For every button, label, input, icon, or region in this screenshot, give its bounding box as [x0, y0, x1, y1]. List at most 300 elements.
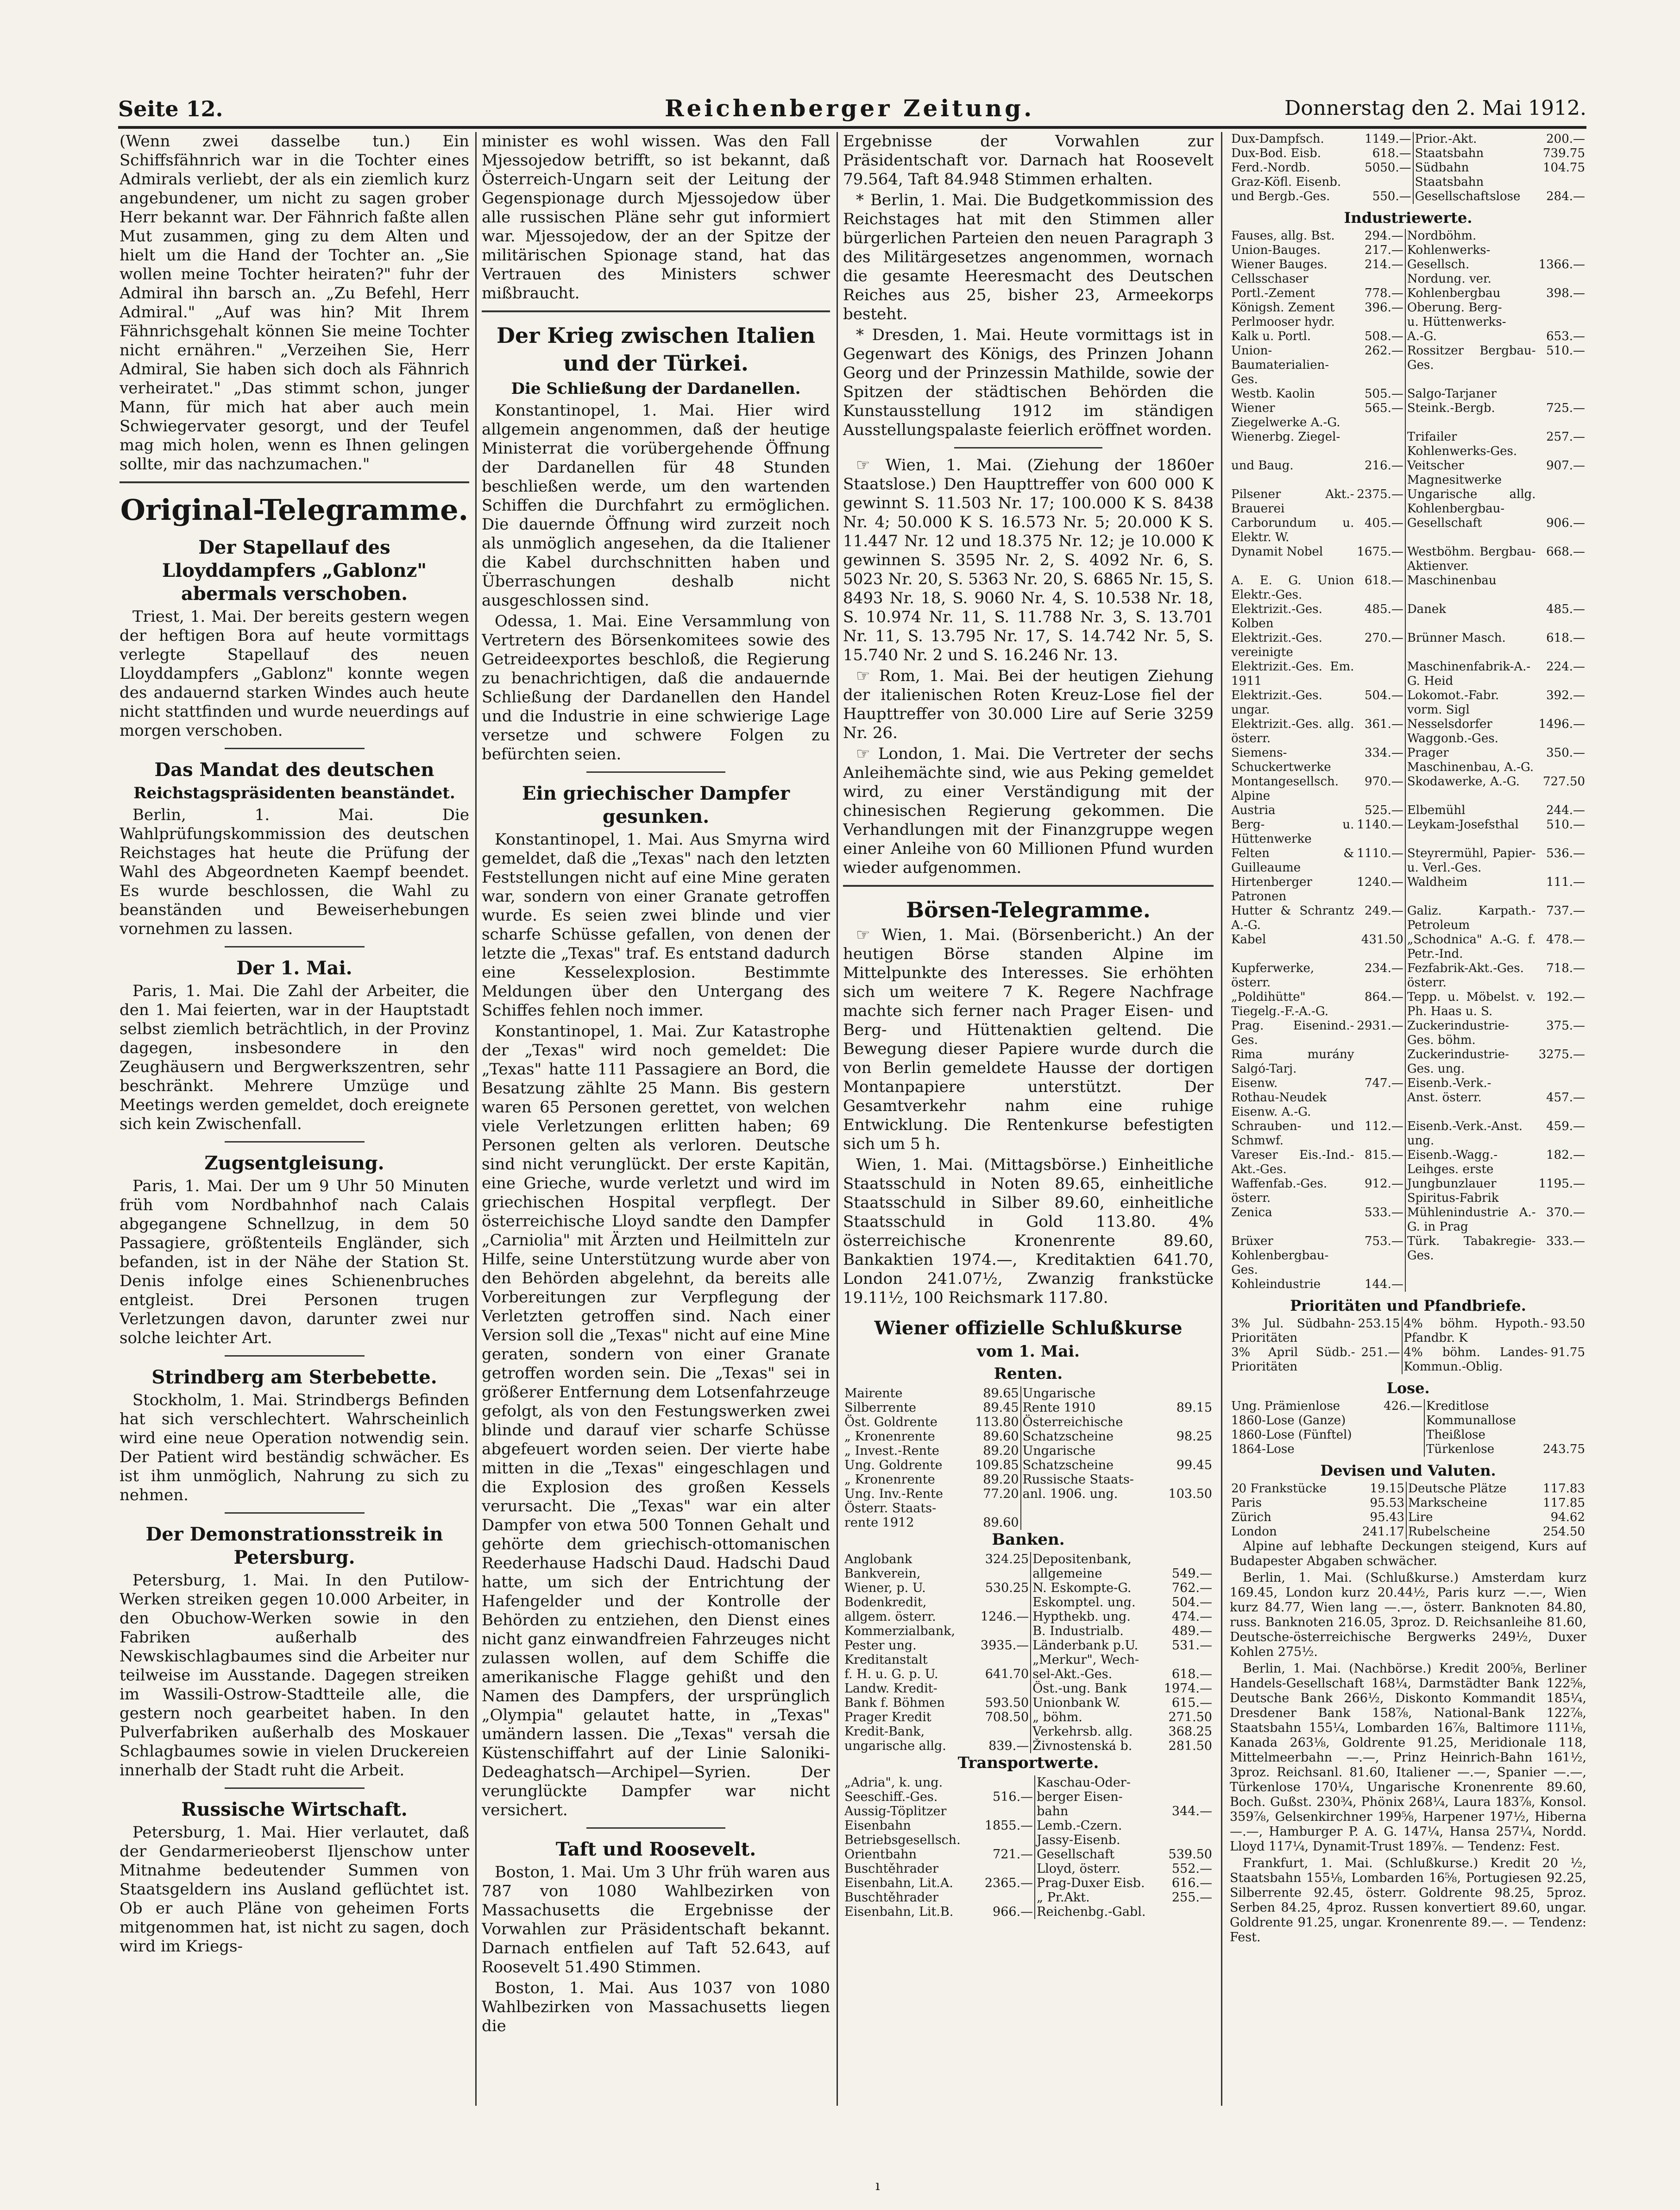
quote-value: [1161, 1905, 1214, 1919]
section-rule: [482, 310, 830, 312]
quote-name: und Bergb.-Ges.: [1231, 189, 1330, 203]
quote-value: 489.—: [1171, 1624, 1212, 1638]
quote-value: 1140.—: [1357, 818, 1403, 832]
quote-name: und Baug.: [1231, 459, 1294, 473]
column-rule: [1221, 132, 1222, 2106]
quote-name: anl. 1906. ung.: [1021, 1487, 1158, 1501]
quote-value: 505.—: [1364, 387, 1403, 401]
quote-value: 485.—: [1364, 602, 1403, 616]
quote-value: 1366.—: [1538, 258, 1585, 272]
quote-value: [972, 1681, 1031, 1696]
quote-value: [1357, 175, 1413, 189]
quote-value: [972, 1624, 1031, 1638]
quote-value: [977, 1804, 1035, 1819]
quote-name: Kaschau-Oder-: [1035, 1775, 1161, 1790]
quote-name: Theißlose: [1424, 1428, 1534, 1442]
quote-name: allgemeine: [1031, 1566, 1155, 1581]
quote-name: Westb. Kaolin: [1231, 387, 1315, 401]
quote-name: Zenica: [1231, 1206, 1272, 1219]
quote-row: [1230, 430, 1586, 459]
quote-name: Gesellsch.: [1405, 258, 1537, 272]
quote-value: [1355, 430, 1405, 459]
quote-name: Berg- u. Hüttenwerke: [1231, 818, 1354, 846]
quote-name: Eisenbahn, Lit.A.: [844, 1876, 953, 1890]
quote-row: [843, 1638, 1214, 1653]
quote-row: [1230, 803, 1586, 818]
quote-value: 117.83: [1543, 1482, 1585, 1496]
quote-value: [964, 1501, 1020, 1515]
quote-name: Öst.-ung. Bank: [1031, 1681, 1155, 1696]
quote-row: [1230, 1428, 1586, 1442]
article-text: ☞ London, 1. Mai. Die Vertreter der sechs Anleihemächte sind, wie aus Peking gemeldet wird, zu einer Verständigung mit der chinesischen Regierung gekommen. Die Verhandlungen mit der Finanzgruppe wegen einer Anleihe von 60 Millionen Pfund wurden wieder aufgenommen.: [843, 745, 1214, 877]
quote-value: 485.—: [1546, 602, 1585, 616]
quote-value: [977, 1890, 1035, 1905]
quote-value: 294.—: [1364, 229, 1403, 243]
article-rule: [225, 1141, 365, 1143]
quote-value: 708.50: [985, 1710, 1029, 1724]
quote-name: Bank f. Böhmen: [844, 1696, 945, 1710]
quote-name: 20 Frankstücke: [1231, 1482, 1327, 1496]
quote-row: [1230, 904, 1586, 933]
quote-name: Nordböhm.: [1405, 229, 1537, 243]
market-report: Berlin, 1. Mai. (Nachbörse.) Kredit 200⅝, Berliner Handels-Gesellschaft 168¼, Darmstädter Bank 122⅝, Deutsche Bank 266½, Diskonto Kommandit 185¼, Dresdener Bank 158⅞, National-Bank 122⅞, Staatsbahn 155¼, Lombarden 16⅞, Baltimore 111⅛, Kanada 263⅛, Goldrente 91.25, Meridionale 118, Mittelmeerbahn —.—, Prinz Heinrich-Bahn 161½, 3proz. Reichsanl. 81.60, Italiener —.—, Spanier —.—, Türkenlose 170¼, Ungarische Kronenrente 89.60, Boch. Gußst. 230¾, Phönix 268¼, Laura 183⅞, Konsol. 359⅞, Gelsenkirchner 199⅝, Harpener 197½, Hiberna —.—, Hamburger P. A. G. 147¼, Hansa 257¼, Nordd. Lloyd 117¼, Dynamit-Trust 189⅞. — Tendenz: Fest.: [1230, 1661, 1586, 1854]
quote-value: [1537, 301, 1586, 315]
quote-value: 641.70: [985, 1667, 1029, 1681]
quote-row: [843, 1847, 1214, 1862]
quote-name: Fauses, allg. Bst.: [1231, 229, 1335, 243]
article-text: Petersburg, 1. Mai. Hier verlautet, daß der Gendarmerieoberst Iljenschow unter Mitnahme bedeutender Summen von Staatsgeldern ins Ausland geflüchtet ist. Ob er auch Pläne von geheimen Forts mitgenommen hat, ist nicht zu sagen, doch wird im Kriegs-: [120, 1823, 469, 1956]
quote-row: [1230, 961, 1586, 990]
quote-value: 93.50: [1550, 1317, 1585, 1331]
quote-row: [1230, 1525, 1586, 1539]
quote-value: 243.75: [1543, 1442, 1585, 1456]
quote-name: Waldheim: [1405, 875, 1537, 904]
quotes-table-transport: [843, 1775, 1214, 1919]
article-headline: Strindberg am Sterbebette.: [151, 1366, 437, 1388]
article-text: ☞ Wien, 1. Mai. (Ziehung der 1860er Staatslose.) Den Haupttreffer von 600 000 K gewinnt S. 11.503 Nr. 17; 100.000 K S. 8438 Nr. 4; 50.000 K S. 16.573 Nr. 5; 20.000 K S. 11.447 Nr. 12 und 18.375 Nr. 12; je 10.000 K gewinnen S. 3595 Nr. 2, S. 4092 Nr. 6, S. 5023 Nr. 20, S. 5363 Nr. 20, S. 6865 Nr. 15, S. 8493 Nr. 18, S. 9060 Nr. 4, S. 10.538 Nr. 18, S. 10.974 Nr. 11, S. 11.788 Nr. 3, S. 13.701 Nr. 11, S. 13.795 Nr. 17, S. 14.742 Nr. 5, S. 15.740 Nr. 2 und S. 16.246 Nr. 13.: [843, 456, 1214, 664]
quote-name: Maschinenbau: [1405, 574, 1537, 602]
quote-row: [1230, 344, 1586, 387]
quote-name: Staatsbahn: [1413, 175, 1536, 189]
quote-name: Veitscher Magnesitwerke: [1405, 459, 1537, 487]
quote-value: 249.—: [1364, 904, 1403, 918]
quote-value: [1355, 660, 1405, 688]
quote-value: 1240.—: [1357, 875, 1403, 889]
quote-row: [843, 1444, 1214, 1458]
quote-row: [843, 1610, 1214, 1624]
quote-name: bahn: [1035, 1804, 1161, 1819]
quote-value: 431.50: [1361, 933, 1403, 947]
quote-name: Ung. Goldrente: [844, 1458, 943, 1472]
quote-value: 1974.—: [1164, 1681, 1212, 1696]
quote-value: 392.—: [1546, 688, 1585, 702]
quote-row: [1230, 229, 1586, 243]
quote-name: Lemb.-Czern.: [1035, 1819, 1161, 1833]
quote-name: Zürich: [1231, 1510, 1271, 1524]
quote-value: 907.—: [1546, 459, 1585, 473]
quote-row: [1230, 1091, 1586, 1119]
market-report: Frankfurt, 1. Mai. (Schlußkurse.) Kredit 20 ½, Staatsbahn 155⅛, Lombarden 16⅝, Portugiesen 92.25, Silberrente 92.45, österr. Goldrente 98.25, 5proz. Serben 84.25, 4proz. Russen konvertiert 89.60, ungar. Goldrente 91.25, ungar. Kronenrente 89.—. — Tendenz: Fest.: [1230, 1856, 1586, 1945]
quote-name: „Schodnica" A.-G. f. Petr.-Ind.: [1405, 933, 1537, 961]
quote-value: 906.—: [1546, 516, 1585, 530]
article-text: ☞ Rom, 1. Mai. Bei der heutigen Ziehung der italienischen Roten Kreuz-Lose fiel der Haupttreffer von 30.000 Lire auf Serie 3259 Nr. 26.: [843, 667, 1214, 742]
column-1: [120, 132, 469, 2115]
quote-value: [1534, 1399, 1586, 1414]
quote-value: [1161, 1819, 1214, 1833]
quote-row: [843, 1819, 1214, 1833]
quote-name: Eisenb.-Verk.-Anst. ung.: [1405, 1119, 1537, 1148]
quote-value: 531.—: [1171, 1638, 1212, 1653]
quote-value: 104.75: [1543, 161, 1585, 175]
quote-row: [1230, 545, 1586, 574]
quote-value: 89.20: [983, 1472, 1019, 1487]
article-text: Berlin, 1. Mai. Die Wahlprüfungskommission des deutschen Reichstages hat heute die Prüfung der Wahl des Abgeordneten Kaempf beendet. Es wurde beschlossen, die Wahl zu beanständen und Beweiserhebungen vornehmen zu lassen.: [120, 806, 469, 938]
quote-row: [1230, 286, 1586, 301]
quote-row: [1230, 243, 1586, 258]
quote-value: [1375, 1442, 1424, 1457]
quote-value: 375.—: [1546, 1019, 1585, 1033]
quote-value: [972, 1595, 1031, 1610]
quote-name: Mühlenindustrie A.-G. in Prag: [1405, 1206, 1537, 1234]
quote-name: Staatsbahn: [1413, 146, 1536, 161]
quotes-table-industry: [1230, 229, 1586, 1292]
quote-value: 344.—: [1171, 1804, 1212, 1819]
quote-name: Gesellschaftslose: [1413, 189, 1536, 204]
quote-value: 3935.—: [980, 1638, 1029, 1653]
quote-value: [1537, 229, 1586, 243]
quote-name: 3% Jul. Südbahn-Prioritäten: [1231, 1317, 1355, 1345]
quote-value: [1355, 1048, 1405, 1076]
quote-value: [977, 1862, 1035, 1876]
article-text: Wien, 1. Mai. (Mittagsbörse.) Einheitliche Staatsschuld in Noten 89.65, einheitliche Staatsschuld in Silber 89.60, einheitliche Staatsschuld in Gold 113.80. 4% österreichische Kronenrente 89.60, Bankaktien 1974.—, Kreditaktien 641.70, London 241.07½, Zwanzig frankstücke 19.11½, 100 Reichsmark 117.80.: [843, 1156, 1214, 1307]
quote-row: [843, 1487, 1214, 1501]
quote-value: 778.—: [1364, 286, 1403, 300]
quote-name: Prager Maschinenbau, A.-G.: [1405, 746, 1537, 775]
quote-value: 737.—: [1546, 904, 1585, 918]
quote-value: 95.43: [1370, 1510, 1404, 1524]
quote-row: [1230, 1148, 1586, 1177]
quote-value: 2931.—: [1357, 1019, 1403, 1033]
quote-value: 271.50: [1168, 1710, 1212, 1724]
quote-value: 109.85: [975, 1458, 1019, 1472]
quote-name: Zuckerindustrie-Ges. ung.: [1405, 1048, 1537, 1076]
quote-name: Union-Baumaterialien-Ges.: [1231, 344, 1329, 386]
quote-value: 516.—: [993, 1790, 1033, 1804]
article-text: ☞ Wien, 1. Mai. (Börsenbericht.) An der heutigen Börse standen Alpine im Mittelpunkte des Interesses. Sie erhöhten sich um weitere 7 K. Regere Nachfrage machte sich ferner nach Prager Eisen- und Berg- und Hüttenaktien geltend. Die Bewegung dieser Papiere wurde durch die von Berlin gemeldete Hausse der dortigen Montanpapiere unterstützt. Der Gesamtverkehr nahm eine ruhige Entwicklung. Die Rentenkurse befestigten sich um 5 h.: [843, 926, 1214, 1153]
quote-name: Seeschiff.-Ges.: [844, 1790, 938, 1804]
quote-name: Dynamit Nobel: [1231, 545, 1323, 559]
quote-value: 77.20: [983, 1487, 1019, 1501]
quote-row: [1230, 1234, 1586, 1277]
quote-value: 721.—: [993, 1847, 1033, 1862]
quote-row: [1230, 387, 1586, 401]
quote-value: 457.—: [1546, 1091, 1585, 1105]
article-subheadline: Reichstagspräsidenten beanständet.: [133, 784, 455, 802]
quote-row: [1230, 459, 1586, 487]
quote-value: 533.—: [1364, 1206, 1403, 1219]
article-text: Boston, 1. Mai. Aus 1037 von 1080 Wahlbezirken von Massachusetts liegen die: [482, 1979, 830, 2035]
quote-value: 98.25: [1176, 1429, 1212, 1444]
quote-name: Trifailer Kohlenwerks-Ges.: [1405, 430, 1537, 459]
quote-row: [1230, 258, 1586, 272]
article-headline: Der Stapellauf des Lloyddampfers „Gablonz" abermals verschoben.: [162, 537, 427, 605]
quote-name: Waffenfab.-Ges. österr.: [1231, 1177, 1328, 1205]
quote-value: 530.25: [985, 1581, 1029, 1595]
quote-name: Markscheine: [1406, 1496, 1531, 1510]
article-rule: [954, 447, 1102, 448]
quote-name: Depositenbank,: [1031, 1552, 1155, 1566]
quote-value: 739.75: [1543, 146, 1585, 160]
quote-name: Ungarische allg. Kohlenbergbau-: [1405, 487, 1537, 516]
quote-value: 718.—: [1546, 961, 1585, 975]
article-headline: Der 1. Mai.: [236, 957, 352, 979]
quote-name: Eisenbahn: [844, 1819, 911, 1833]
quote-row: [1230, 1019, 1586, 1048]
page-mark: ı: [875, 2178, 880, 2194]
article-rule: [225, 946, 365, 947]
quote-name: Reichenbg.-Gabl.: [1035, 1905, 1161, 1919]
quote-value: 217.—: [1364, 243, 1403, 257]
article-text: * Dresden, 1. Mai. Heute vormittags ist in Gegenwart des Königs, des Prinzen Johann Georg und der Prinzessin Mathilde, sowie der Spitzen der städtischen Behörden die Kunstausstellung 1912 im ständigen Ausstellungspalaste feierlich eröffnet worden.: [843, 326, 1214, 439]
quote-row: [1230, 1119, 1586, 1148]
quote-name: Pester ung.: [844, 1638, 917, 1653]
quote-value: 615.—: [1171, 1696, 1212, 1710]
quote-name: Union-Bauges.: [1231, 243, 1321, 257]
quote-name: „ böhm.: [1031, 1710, 1155, 1724]
quote-name: 1864-Lose: [1231, 1442, 1295, 1456]
quote-name: Rima murány Salgó-Tarj.: [1231, 1048, 1354, 1076]
quote-name: Eskomptel. ung.: [1031, 1595, 1155, 1610]
quote-value: 396.—: [1364, 301, 1403, 315]
quote-value: [1537, 487, 1586, 516]
quote-row: [843, 1667, 1214, 1681]
article-text: Konstantinopel, 1. Mai. Aus Smyrna wird gemeldet, daß die „Texas" nach den letzten Feststellungen nicht auf eine Mine geraten war, sondern von einer Granate getroffen wurde. Es seien zwei blinde und vier scharfe Schüsse gefallen, von denen der letzte die „Texas" traf. Es entstand dadurch eine Kesselexplosion. Bestimmte Meldungen über den Untergang des Schiffes fehlen noch immer.: [482, 830, 830, 1020]
quote-row: [1230, 875, 1586, 904]
article-text: Ergebnisse der Vorwahlen zur Präsidentschaft vor. Darnach hat Roosevelt 79.564, Taft 84.948 Stimmen erhalten.: [843, 132, 1214, 189]
quote-value: 539.50: [1168, 1847, 1212, 1862]
quote-name: Kohleindustrie: [1231, 1277, 1321, 1291]
quote-name: Anst. österr.: [1405, 1091, 1537, 1119]
quote-name: Dux-Bod. Eisb.: [1231, 146, 1321, 160]
article-subheadline: Die Schließung der Dardanellen.: [511, 379, 801, 398]
quote-name: Elbemühl: [1405, 803, 1537, 818]
quote-row: [843, 1775, 1214, 1790]
quote-row: [843, 1552, 1214, 1566]
quotes-table-devisen: [1230, 1482, 1586, 1539]
quote-value: 253.15: [1358, 1317, 1400, 1331]
quote-value: [1537, 574, 1586, 602]
quote-name: Elektrizit.-Ges. ungar.: [1231, 688, 1322, 717]
quotes-table-renten: [843, 1386, 1214, 1530]
masthead: [118, 93, 1586, 125]
quote-name: Kohlenwerks-: [1405, 243, 1537, 258]
quote-value: 653.—: [1546, 329, 1585, 343]
quote-row: [1230, 1277, 1586, 1292]
quote-value: [1158, 1472, 1214, 1487]
quote-value: [1537, 387, 1586, 401]
quote-row: [1230, 1399, 1586, 1414]
quote-row: [1230, 1510, 1586, 1525]
quote-value: 334.—: [1364, 746, 1403, 760]
quote-name: Schatzscheine: [1021, 1429, 1158, 1444]
table-title-banken: Banken.: [992, 1530, 1065, 1549]
quote-name: 4% böhm. Hypoth.-Pfandbr. K: [1402, 1317, 1549, 1345]
quote-value: 262.—: [1364, 344, 1403, 358]
quote-name: Jungbunzlauer Spiritus-Fabrik: [1405, 1177, 1537, 1206]
quote-name: „ Invest.-Rente: [844, 1444, 939, 1458]
quote-name: Ung. Prämienlose: [1231, 1399, 1340, 1413]
quote-value: 255.—: [1171, 1890, 1212, 1905]
quote-row: [843, 1501, 1214, 1515]
quote-name: Felten & Guilleaume: [1231, 846, 1354, 875]
quote-value: 459.—: [1546, 1119, 1585, 1133]
quote-value: [1158, 1515, 1214, 1530]
quote-name: Danek: [1405, 602, 1537, 631]
quote-value: 966.—: [993, 1905, 1033, 1919]
quote-value: 89.20: [983, 1444, 1019, 1458]
quote-value: 224.—: [1546, 660, 1585, 674]
quote-row: [843, 1724, 1214, 1739]
article-headline: Das Mandat des deutschen: [154, 759, 434, 781]
article-text: Boston, 1. Mai. Um 3 Uhr früh waren aus 787 von 1080 Wahlbezirken von Massachusetts die Ergebnisse der Vorwahlen zur Präsidentschaft bekannt. Darnach entfielen auf Taft 52.643, auf Roosevelt 51.490 Stimmen.: [482, 1863, 830, 1976]
quote-row: [843, 1681, 1214, 1696]
quote-row: [843, 1386, 1214, 1401]
quote-name: Eisenb.-Verk.-: [1405, 1076, 1537, 1091]
quote-row: [843, 1566, 1214, 1581]
quote-name: Westböhm. Bergbau-Aktienver.: [1405, 545, 1537, 574]
quote-row: [1230, 315, 1586, 329]
quote-row: [843, 1595, 1214, 1610]
quote-row: [843, 1472, 1214, 1487]
quotes-headline: Wiener offizielle Schlußkurse: [874, 1317, 1183, 1339]
article-rule: [586, 771, 726, 773]
issue-date: Donnerstag den 2. Mai 1912.: [1284, 96, 1586, 120]
quote-name: Aussig-Töplitzer: [844, 1804, 947, 1819]
quote-value: 251.—: [1361, 1345, 1400, 1359]
quote-value: 234.—: [1364, 961, 1403, 975]
quote-row: [843, 1790, 1214, 1804]
quote-value: 103.50: [1168, 1487, 1212, 1501]
quote-value: [1534, 1414, 1586, 1428]
quote-value: 762.—: [1171, 1581, 1212, 1595]
quote-value: 618.—: [1372, 146, 1411, 160]
quote-name: Maschinenfabrik-A.-G. Heid: [1405, 660, 1537, 688]
article-text: Stockholm, 1. Mai. Strindbergs Befinden hat sich verschlechtert. Wahrscheinlich wird eine neue Operation notwendig sein. Der Patient wird beständig schwächer. Es ist ihm unmöglich, Nahrung zu sich zu nehmen.: [120, 1391, 469, 1504]
quote-row: [1230, 401, 1586, 430]
quote-name: Bankverein,: [844, 1566, 921, 1581]
quote-name: Elektrizit.-Ges. Em. 1911: [1231, 660, 1354, 688]
quote-row: [1230, 1317, 1586, 1345]
article-rule: [225, 1512, 365, 1514]
quote-row: [1230, 746, 1586, 775]
quote-name: Vareser Eis.-Ind.-Akt.-Ges.: [1231, 1148, 1354, 1176]
quote-name: „ Pr.Akt.: [1035, 1890, 1161, 1905]
quote-row: [1230, 1048, 1586, 1076]
quote-value: 593.50: [985, 1696, 1029, 1710]
quote-name: Rossitzer Bergbau-Ges.: [1405, 344, 1537, 387]
article-text: Konstantinopel, 1. Mai. Zur Katastrophe der „Texas" wird noch gemeldet: Die „Texas" hatte 111 Passagiere an Bord, die Besatzung zählte 25 Mann. Bis gestern waren 65 Personen gerettet, von welchen viele Verletzungen erlitten haben; 69 Personen gelten als verloren. Deutsche sind nicht verunglückt. Der erste Kapitän, eine Griechе, wurde verletzt und wird im griechischen Hospital verpflegt. Der österreichische Lloyd sandte den Dampfer „Carniolia" mit Ärzten und Heilmitteln zur Hilfe, seine Unterstützung wurde aber von den Behörden abgelehnt, da bereits alle Vorbereitungen zur Verpflegung der Verletzten getroffen sind. Nach einer Version soll die „Texas" nicht auf eine Mine geraten, sondern von einer Granate getroffen worden sein. Die „Texas" sei in größerer Entfernung dem Lotsenfahrzeuge gefolgt, als von den Festungswerken zwei blinde und darauf vier scharfe Schüsse abgefeuert worden seien. Der vierte habe mitten in die „Texas" eingeschlagen und die Explosion des großen Kessels verursacht. Die „Texas" war ein alter Dampfer von etwa 500 Tonnen Gehalt und gehörte dem griechisch-ottomanischen Reederhause Hadschi Daud. Hadschi Daud hatte, um sich der Entrichtung der Hafengelder und der Kontrolle der Behörden zu entziehen, den Dienst eines nicht ganz einwandfreien Fahrzeuges nicht zulassen wollen, auf dem Schiffe die amerikanische Flagge gehißt und den Namen des Dampfers, der ursprünglich „Olympia" gelautet hatte, in „Texas" umändern lassen. Die „Texas" versah die Küstenschiffahrt auf der Linie Saloniki-Dedeaghatsch—Archipel—Syrien. Der verunglückte Dampfer war nicht versichert.: [482, 1022, 830, 1819]
quote-value: 616.—: [1171, 1876, 1212, 1890]
quote-name: Živnostenská b.: [1031, 1739, 1155, 1753]
quote-name: London: [1231, 1525, 1277, 1539]
quote-name: Kupferwerke, österr.: [1231, 961, 1315, 990]
quote-name: Landw. Kredit-: [844, 1681, 938, 1696]
quote-value: 1675.—: [1357, 545, 1403, 559]
quote-name: Anglobank: [844, 1552, 912, 1566]
quote-name: Zuckerindustrie-Ges. böhm.: [1405, 1019, 1537, 1048]
quote-row: [843, 1710, 1214, 1724]
quote-value: [977, 1833, 1035, 1847]
quote-value: 727.50: [1543, 775, 1585, 789]
quote-name: Jassy-Eisenb.: [1035, 1833, 1161, 1847]
quote-name: Elektrizit.-Ges. allg. österr.: [1231, 717, 1354, 745]
column-2: [482, 132, 830, 2115]
quotes-table-banken: [843, 1552, 1214, 1753]
quote-name: Oberung. Berg-: [1405, 301, 1537, 315]
quote-value: 95.53: [1370, 1496, 1404, 1510]
quote-value: 2365.—: [984, 1876, 1033, 1890]
quote-value: 1195.—: [1538, 1177, 1585, 1191]
quote-value: 1246.—: [980, 1610, 1029, 1624]
quote-name: Eisenw.: [1231, 1076, 1278, 1090]
quote-name: Paris: [1231, 1496, 1262, 1510]
quote-name: „ Kronenrente: [844, 1429, 935, 1444]
quote-value: 89.45: [983, 1401, 1019, 1415]
quote-name: Prior.-Akt.: [1413, 132, 1536, 146]
column-rule: [475, 132, 477, 2106]
quote-name: Hutter & Schrantz A.-G.: [1231, 904, 1354, 932]
table-title-renten: Renten.: [994, 1364, 1063, 1383]
article-text: Paris, 1. Mai. Der um 9 Uhr 50 Minuten früh vom Nordbahnhof nach Calais abgegangene Schnellzug, in dem 50 Passagiere, größtenteils Engländer, sich befanden, ist in der Nähe der Station St. Denis infolge eines Schienenbruches entgleist. Drei Personen trugen Verletzungen davon, darunter zwei nur solche leichter Art.: [120, 1177, 469, 1347]
quote-value: 214.—: [1364, 258, 1403, 272]
quote-name: Lokomot.-Fabr. vorm. Sigl: [1405, 688, 1537, 717]
quote-value: [1158, 1386, 1214, 1401]
quote-name: Elektrizit.-Ges. vereinigte: [1231, 631, 1322, 659]
quote-value: 510.—: [1546, 818, 1585, 832]
quote-row: [843, 1696, 1214, 1710]
quote-value: 94.62: [1550, 1510, 1585, 1524]
article-text: Konstantinopel, 1. Mai. Hier wird allgemein angenommen, daß der heutige Ministerrat die vorübergehende Öffnung der Dardanellen für 48 Stunden beschließen werde, um den wartenden Schiffen die Durchfahrt zu ermöglichen. Die dauernde Öffnung wird zurzeit noch als unmöglich angesehen, da die Italiener die Kabel durchschnitten haben und Überraschungen deshalb nicht ausgeschlossen sind.: [482, 401, 830, 610]
quote-row: [843, 1833, 1214, 1847]
quote-value: [1158, 1501, 1214, 1515]
quote-value: 565.—: [1364, 401, 1403, 415]
quote-name: Betriebsgesellsch.: [844, 1833, 961, 1847]
quote-name: [1021, 1515, 1158, 1530]
quote-value: 753.—: [1364, 1234, 1403, 1248]
quote-value: [972, 1566, 1031, 1581]
quote-row: [1230, 1442, 1586, 1457]
quote-name: 1860-Lose (Ganze): [1231, 1414, 1346, 1427]
quote-value: 257.—: [1546, 430, 1585, 444]
quote-row: [1230, 1414, 1586, 1428]
quote-value: 550.—: [1372, 189, 1411, 203]
quote-name: Öst. Goldrente: [844, 1415, 938, 1429]
quote-value: [1355, 315, 1405, 329]
quote-name: 1860-Lose (Fünftel): [1231, 1428, 1352, 1442]
article-text: * Berlin, 1. Mai. Die Budgetkommission des Reichstages hat mit den Stimmen aller bürgerlichen Parteien den neuen Paragraph 3 des Militärgesetzes angenommen, wornach die gesamte Heeresmacht des Deutschen Reiches aus 25, bisher 23, Armeekorps besteht.: [843, 191, 1214, 323]
quote-value: 254.50: [1543, 1525, 1585, 1539]
quote-value: [1537, 1076, 1586, 1091]
quote-name: Ungarische: [1021, 1386, 1158, 1401]
quote-row: [1230, 1345, 1586, 1374]
quote-value: 618.—: [1546, 631, 1585, 645]
table-title-devisen: Devisen und Valuten.: [1320, 1462, 1496, 1479]
quote-name: [1021, 1501, 1158, 1515]
quote-value: 405.—: [1364, 516, 1403, 530]
quote-row: [1230, 660, 1586, 688]
column-rule: [837, 132, 838, 2106]
quote-name: Kredit-Bank,: [844, 1724, 925, 1739]
